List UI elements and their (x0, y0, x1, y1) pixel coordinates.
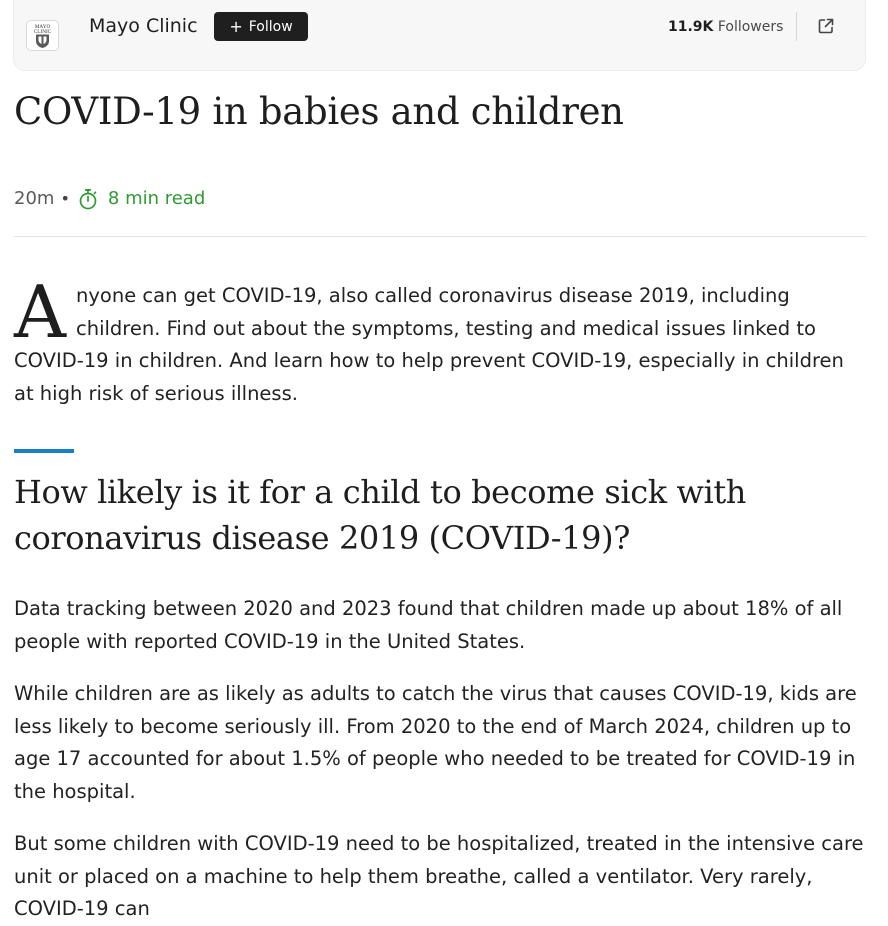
body-paragraph: Data tracking between 2020 and 2023 found that children made up about 18% of all people with reported COVID-19 in the United States. (14, 597, 843, 653)
svg-text:MAYO: MAYO (34, 24, 51, 30)
publisher-name[interactable]: Mayo Clinic (89, 15, 198, 37)
svg-text:CLINIC: CLINIC (33, 29, 52, 35)
meta-separator: • (60, 189, 70, 208)
read-time-label: 8 min read (107, 188, 206, 209)
followers-label: Followers (717, 19, 784, 35)
article-meta (14, 186, 205, 212)
mayo-clinic-logo[interactable] (26, 20, 59, 51)
external-link-icon (817, 17, 835, 35)
mayo-clinic-shield-icon (28, 22, 57, 49)
published-time: 20m (14, 188, 55, 209)
follow-label: Follow (248, 18, 293, 35)
follow-button[interactable] (214, 12, 308, 41)
title-divider (14, 236, 866, 237)
timer-icon (78, 188, 98, 210)
body-paragraph: While children are as likely as adults to catch the virus that causes COVID-19, kids are less likely to become seriously ill. From 2020 to the end of March 2024, children up to age 17 accounted for about 1.5% of people who needed to be treated for COVID-19 in the hospital. (14, 682, 857, 803)
header-divider (796, 12, 797, 41)
section-heading: How likely is it for a child to become sick with coronavirus disease 2019 (COVID-19)? (14, 473, 746, 557)
body-paragraph: But some children with COVID-19 need to be hospitalized, treated in the intensive care unit or placed on a machine to help them breathe, called a ventilator. Very rarely, COVID-19 can (14, 832, 864, 920)
article-title: COVID-19 in babies and children (14, 90, 624, 133)
intro-text: nyone can get COVID-19, also called coronavirus disease 2019, including children. Find out about the symptoms, testing and medical issues linked to COVID-19 in children. And learn how to help prevent COVID-19, especially in children at high risk of serious illness. (14, 284, 844, 405)
section-accent-bar (14, 449, 74, 453)
external-link-button[interactable] (816, 16, 836, 36)
drop-cap: A (14, 270, 66, 354)
plus-icon: + (229, 16, 243, 36)
read-time (78, 186, 205, 212)
intro-paragraph (14, 270, 864, 410)
followers-count (668, 17, 783, 37)
followers-number: 11.9K (668, 19, 714, 35)
